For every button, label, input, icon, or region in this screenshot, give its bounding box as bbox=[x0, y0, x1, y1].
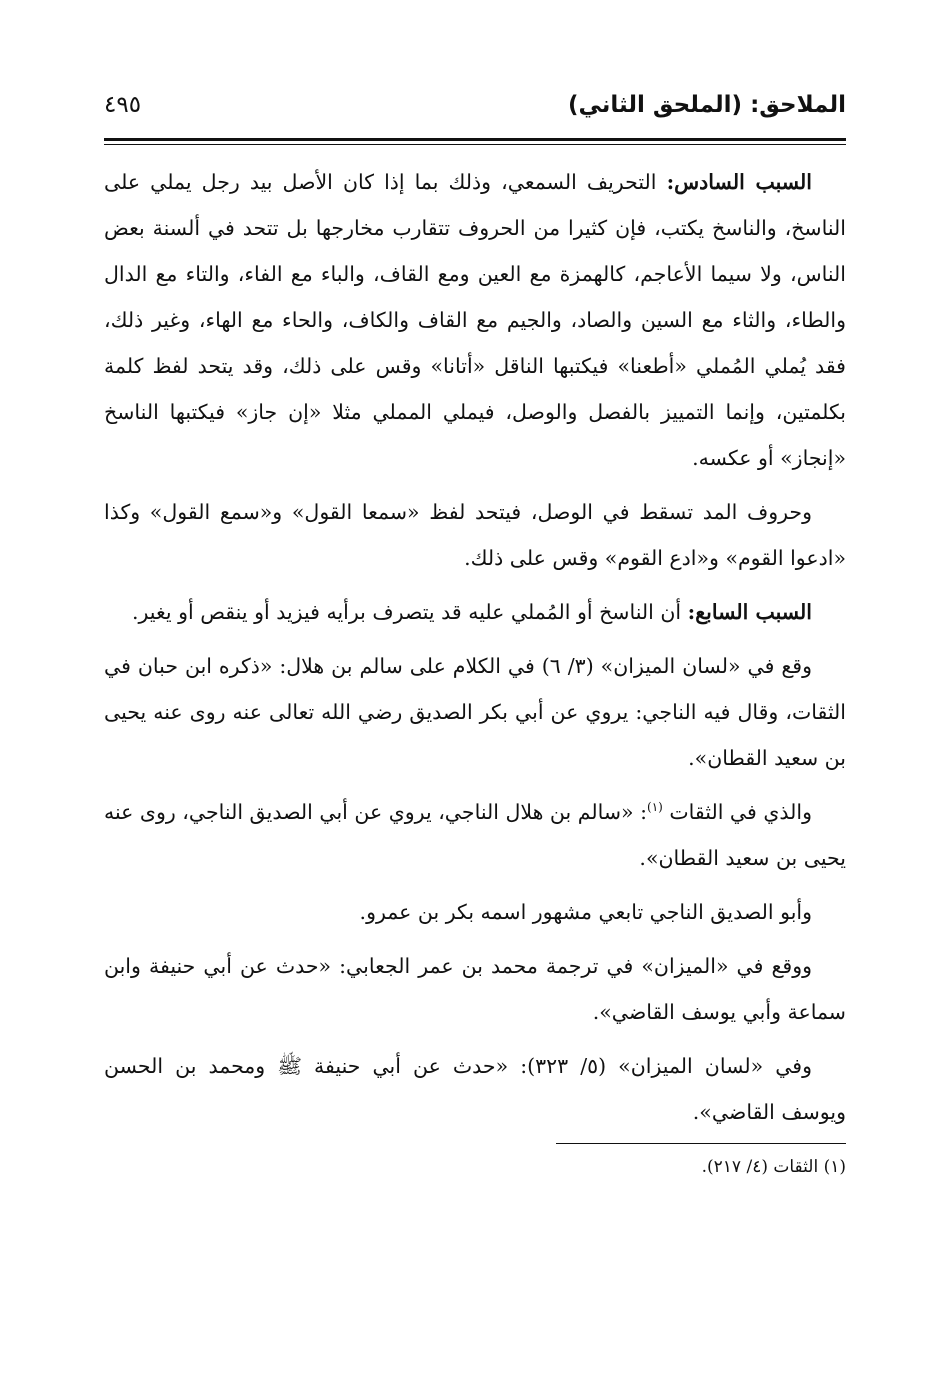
paragraph-text: ووقع في «الميزان» في ترجمة محمد بن عمر الجعابي: «حدث عن أبي حنيفة وابن سماعة وأبي يوسف القاضي». bbox=[104, 954, 846, 1024]
paragraph-text: وقع في «لسان الميزان» (٣/ ٦) في الكلام على سالم بن هلال: «ذكره ابن حبان في الثقات، وقال فيه الناجي: يروي عن أبي بكر الصديق رضي الله تعالى عنه روى عنه يحيى بن سعيد القطان». bbox=[104, 654, 846, 770]
header-rule-thick bbox=[104, 138, 846, 141]
paragraph-seventh-cause bbox=[104, 589, 846, 635]
page-number: ٤٩٥ bbox=[104, 92, 142, 118]
paragraph-lisan-salim bbox=[104, 643, 846, 781]
footnote-separator bbox=[556, 1143, 846, 1144]
paragraph-lead: السبب السابع: bbox=[687, 600, 812, 624]
body-text bbox=[104, 159, 846, 1135]
footnote: (١) الثقات (٤/ ٢١٧). bbox=[701, 1157, 846, 1177]
paragraph-text: التحريف السمعي، وذلك بما إذا كان الأصل بيد رجل يملي على الناسخ، والناسخ يكتب، فإن كثيرا من الحروف تتقارب مخارجها بل تتحد في ألسنة بعض الناس، ولا سيما الأعاجم، كالهمزة مع العين ومع القاف، والباء مع الفاء، والتاء مع الدال والطاء، والثاء مع السين والصاد، والجيم مع القاف والكاف، والحاء مع الهاء، وغير ذلك، فقد يُملي المُملي «أطعنا» فيكتبها الناقل «أتانا» وقس على ذلك، وقد يتحد لفظ كلمة بكلمتين، وإنما التمييز بالفصل والوصل، فيملي المملي مثلا «إن جاز» فيكتبها الناسخ «إنجاز» أو عكسه. bbox=[104, 170, 846, 470]
paragraph-abu-siddiq bbox=[104, 889, 846, 935]
paragraph-thiqat bbox=[104, 789, 846, 881]
page-header bbox=[104, 88, 846, 134]
book-page bbox=[104, 88, 846, 1348]
paragraph-text: وأبو الصديق الناجي تابعي مشهور اسمه بكر بن عمرو. bbox=[359, 900, 812, 924]
header-rule-thin bbox=[104, 144, 846, 145]
paragraph-lead: السبب السادس: bbox=[666, 170, 812, 194]
paragraph-text-before-ref: والذي في الثقات bbox=[662, 800, 812, 824]
paragraph-text: أن الناسخ أو المُملي عليه قد يتصرف برأيه فيزيد أو ينقص أو يغير. bbox=[131, 600, 688, 624]
paragraph-long-vowels bbox=[104, 489, 846, 581]
paragraph-text: : «سالم بن هلال الناجي، يروي عن أبي الصديق الناجي، روى عنه يحيى بن سعيد القطان». bbox=[104, 800, 846, 870]
paragraph-sixth-cause bbox=[104, 159, 846, 481]
running-title: الملاحق: (الملحق الثاني) bbox=[567, 92, 846, 118]
paragraph-mizan-jiabi bbox=[104, 943, 846, 1035]
footnote-reference[interactable]: (١) bbox=[647, 800, 663, 815]
paragraph-text: وحروف المد تسقط في الوصل، فيتحد لفظ «سمعا القول» و«سمع القول» وكذا «ادعوا القوم» و«ادع القوم» وقس على ذلك. bbox=[104, 500, 846, 570]
paragraph-lisan-abu-hanifa bbox=[104, 1043, 846, 1135]
paragraph-text: وفي «لسان الميزان» (٥/ ٣٢٣): «حدث عن أبي حنيفة ﷺ ومحمد بن الحسن ويوسف القاضي». bbox=[104, 1054, 846, 1124]
